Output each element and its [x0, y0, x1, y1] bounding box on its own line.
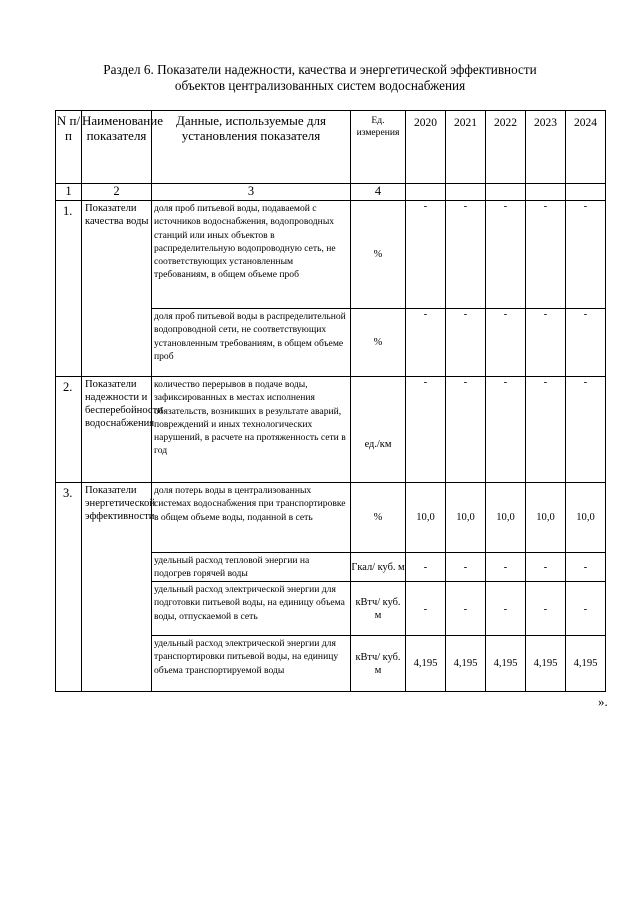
value-cell: - [566, 201, 606, 309]
group-number: 3. [56, 483, 82, 692]
unit-cell: % [351, 483, 406, 553]
numbering-cell: 2 [82, 184, 152, 201]
value-cell: - [526, 201, 566, 309]
value-cell: - [526, 582, 566, 636]
group-name: Показатели надежности и бесперебойности водоснабжения [82, 377, 152, 483]
value-cell: - [486, 309, 526, 377]
group-number: 2. [56, 377, 82, 483]
value-cell: 4,195 [406, 636, 446, 692]
unit-cell: Гкал/ куб. м [351, 553, 406, 582]
indicator-description: удельный расход электрической энергии для транспортировки питьевой воды, на единицу объема транспортируемой воды [152, 636, 351, 692]
unit-cell: % [351, 309, 406, 377]
value-cell: - [446, 309, 486, 377]
value-cell: 4,195 [566, 636, 606, 692]
col-header-unit: Ед. измерения [351, 111, 406, 184]
header-row [56, 111, 606, 184]
table-row [56, 201, 606, 309]
value-cell: - [526, 377, 566, 483]
group-name: Показатели качества воды [82, 201, 152, 377]
heading-line-2: объектов централизованных систем водоснабжения [174, 78, 466, 93]
col-header-data: Данные, используемые для установления показателя [152, 111, 351, 184]
col-header-year: 2022 [486, 111, 526, 184]
col-header-num: N п/ п [56, 111, 82, 184]
unit-cell: кВтч/ куб. м [351, 636, 406, 692]
value-cell: 10,0 [526, 483, 566, 553]
value-cell: - [486, 582, 526, 636]
value-cell: - [446, 553, 486, 582]
value-cell: 10,0 [486, 483, 526, 553]
numbering-cell: 3 [152, 184, 351, 201]
value-cell: 10,0 [446, 483, 486, 553]
col-header-year: 2024 [566, 111, 606, 184]
col-header-year: 2023 [526, 111, 566, 184]
indicator-description: доля проб питьевой воды в распределительной водопроводной сети, не соответствующих установленным требованиям, в общем объеме проб [152, 309, 351, 377]
value-cell: - [446, 582, 486, 636]
unit-cell: ед./км [351, 377, 406, 483]
heading-line-1: Раздел 6. Показатели надежности, качества и энергетической эффективности [103, 62, 537, 77]
value-cell: - [446, 377, 486, 483]
indicator-description: удельный расход тепловой энергии на подогрев горячей воды [152, 553, 351, 582]
numbering-cell: 1 [56, 184, 82, 201]
closing-quote-mark: ». [598, 694, 608, 709]
value-cell: - [486, 201, 526, 309]
value-cell: - [406, 582, 446, 636]
value-cell: 4,195 [526, 636, 566, 692]
value-cell: - [566, 377, 606, 483]
indicator-description: доля потерь воды в централизованных системах водоснабжения при транспортировке в общем объеме воды, поданной в сеть [152, 483, 351, 553]
value-cell: 10,0 [566, 483, 606, 553]
value-cell: - [406, 309, 446, 377]
numbering-cell: 4 [351, 184, 406, 201]
value-cell: - [566, 582, 606, 636]
indicator-description: доля проб питьевой воды, подаваемой с источников водоснабжения, водопроводных станций или иных объектов в распределительную водопроводную сеть, не соответствующих установленным требованиям, в общем объеме проб [152, 201, 351, 309]
value-cell: - [406, 201, 446, 309]
section-heading [40, 62, 600, 94]
value-cell: - [526, 553, 566, 582]
unit-cell: % [351, 201, 406, 309]
value-cell: - [566, 553, 606, 582]
indicators-table [55, 110, 606, 692]
col-header-name: Наименование показателя [82, 111, 152, 184]
value-cell: 4,195 [446, 636, 486, 692]
col-header-year: 2020 [406, 111, 446, 184]
indicator-description: количество перерывов в подаче воды, зафиксированных в местах исполнения обязательств, возникших в результате аварий, повреждений и иных технологических нарушений, в расчете на протяженность сети в год [152, 377, 351, 483]
value-cell: - [486, 377, 526, 483]
value-cell: 10,0 [406, 483, 446, 553]
value-cell: - [406, 553, 446, 582]
unit-cell: кВтч/ куб. м [351, 582, 406, 636]
value-cell: - [486, 553, 526, 582]
col-header-year: 2021 [446, 111, 486, 184]
group-number: 1. [56, 201, 82, 377]
value-cell: - [566, 309, 606, 377]
table-row [56, 377, 606, 483]
group-name: Показатели энергетической эффективности [82, 483, 152, 692]
value-cell: - [446, 201, 486, 309]
value-cell: 4,195 [486, 636, 526, 692]
value-cell: - [406, 377, 446, 483]
indicator-description: удельный расход электрической энергии для подготовки питьевой воды, на единицу объема воды, отпускаемой в сеть [152, 582, 351, 636]
table-row [56, 483, 606, 553]
value-cell: - [526, 309, 566, 377]
numbering-row [56, 184, 606, 201]
